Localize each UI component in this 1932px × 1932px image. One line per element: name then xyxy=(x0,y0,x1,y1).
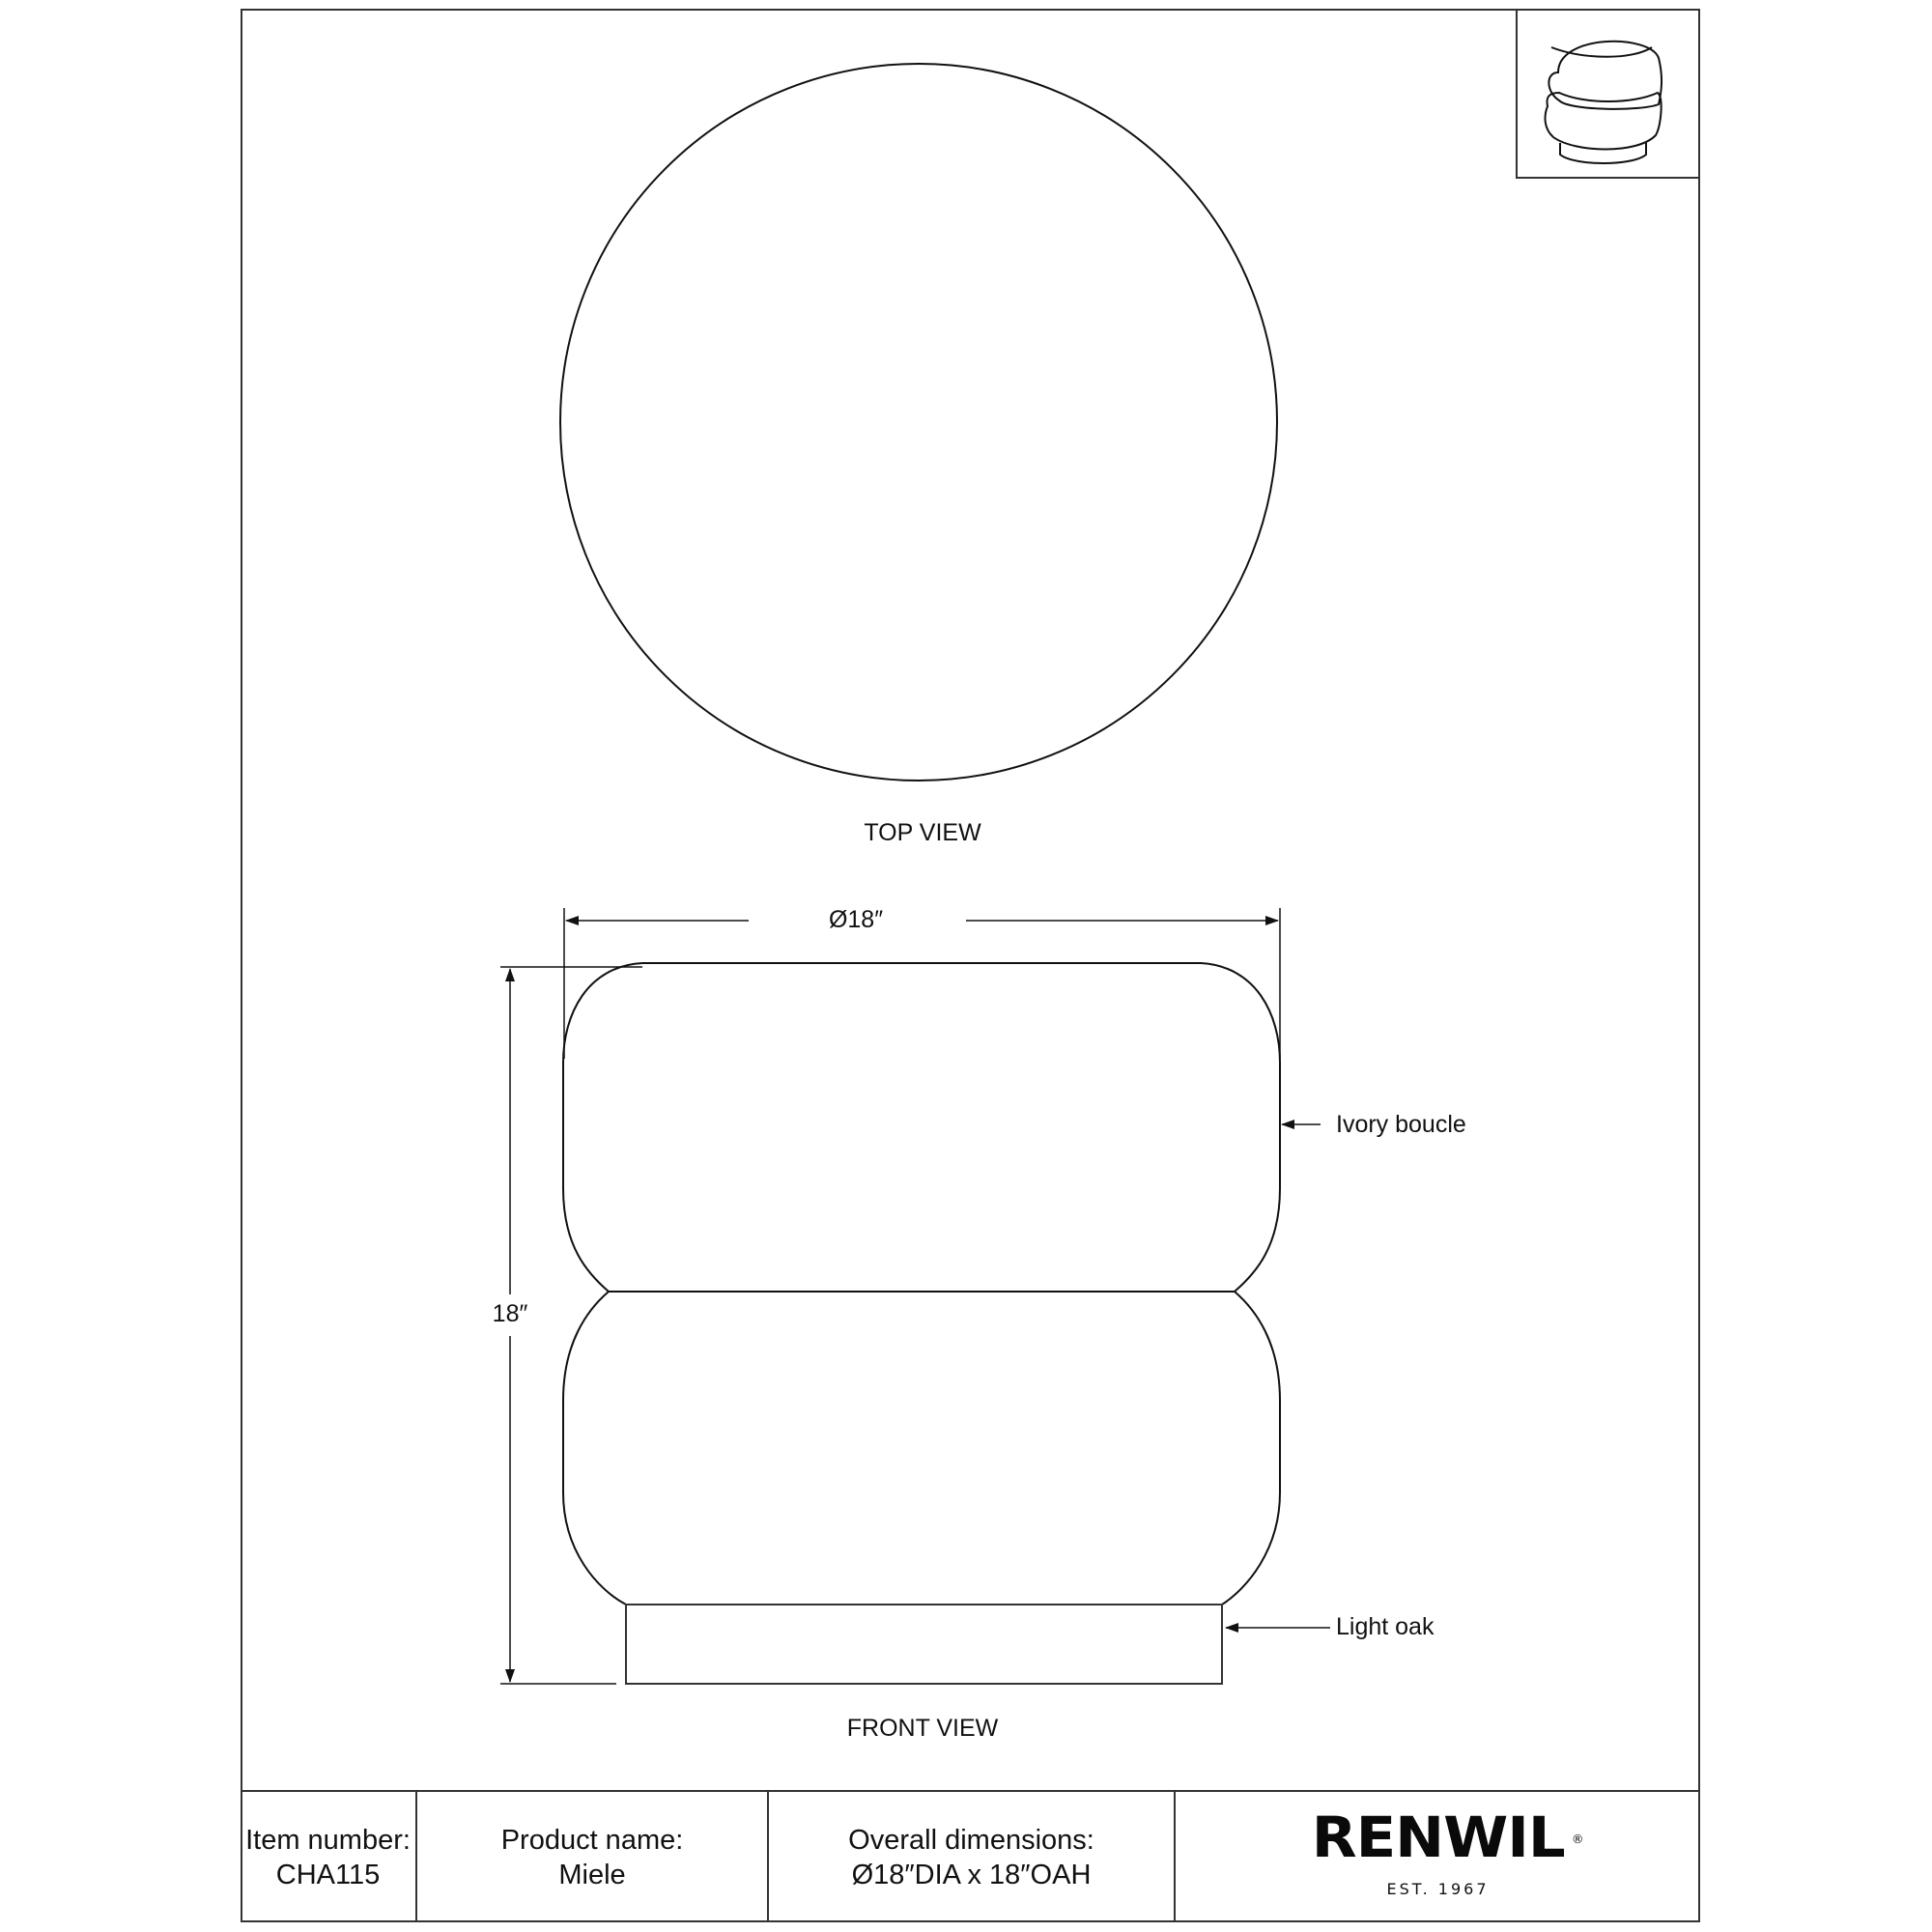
diameter-dimension-label: Ø18″ xyxy=(828,906,884,933)
item-number-label: Item number: xyxy=(245,1824,411,1856)
overall-dimensions-cell xyxy=(769,1792,1176,1922)
top-view-circle xyxy=(560,64,1277,781)
brand-tagline: EST. 1967 xyxy=(1386,1879,1490,1898)
overall-dimensions-value: Ø18″DIA x 18″OAH xyxy=(851,1859,1092,1890)
product-name-value: Miele xyxy=(558,1859,626,1890)
title-block xyxy=(241,1790,1700,1922)
callout-ivory-boucle: Ivory boucle xyxy=(1336,1111,1466,1138)
renwil-logo xyxy=(1311,1804,1583,1907)
brand-name: RENWIL xyxy=(1311,1804,1565,1870)
registered-mark: ® xyxy=(1571,1832,1583,1846)
front-view-upper-cushion xyxy=(563,963,1280,1292)
item-number-cell xyxy=(241,1792,417,1922)
overall-dimensions-label: Overall dimensions: xyxy=(848,1824,1094,1856)
front-view-lower-cushion xyxy=(563,1292,1280,1605)
product-name-cell xyxy=(417,1792,769,1922)
thumbnail-box xyxy=(1516,9,1700,179)
item-number-value: CHA115 xyxy=(275,1859,381,1890)
product-name-label: Product name: xyxy=(500,1824,684,1856)
brand-cell xyxy=(1176,1792,1700,1922)
front-view-base xyxy=(626,1605,1222,1684)
height-dimension-label: 18″ xyxy=(492,1300,528,1327)
top-view-label: TOP VIEW xyxy=(864,819,981,846)
front-view-label: FRONT VIEW xyxy=(846,1715,999,1742)
callout-light-oak: Light oak xyxy=(1336,1613,1435,1640)
